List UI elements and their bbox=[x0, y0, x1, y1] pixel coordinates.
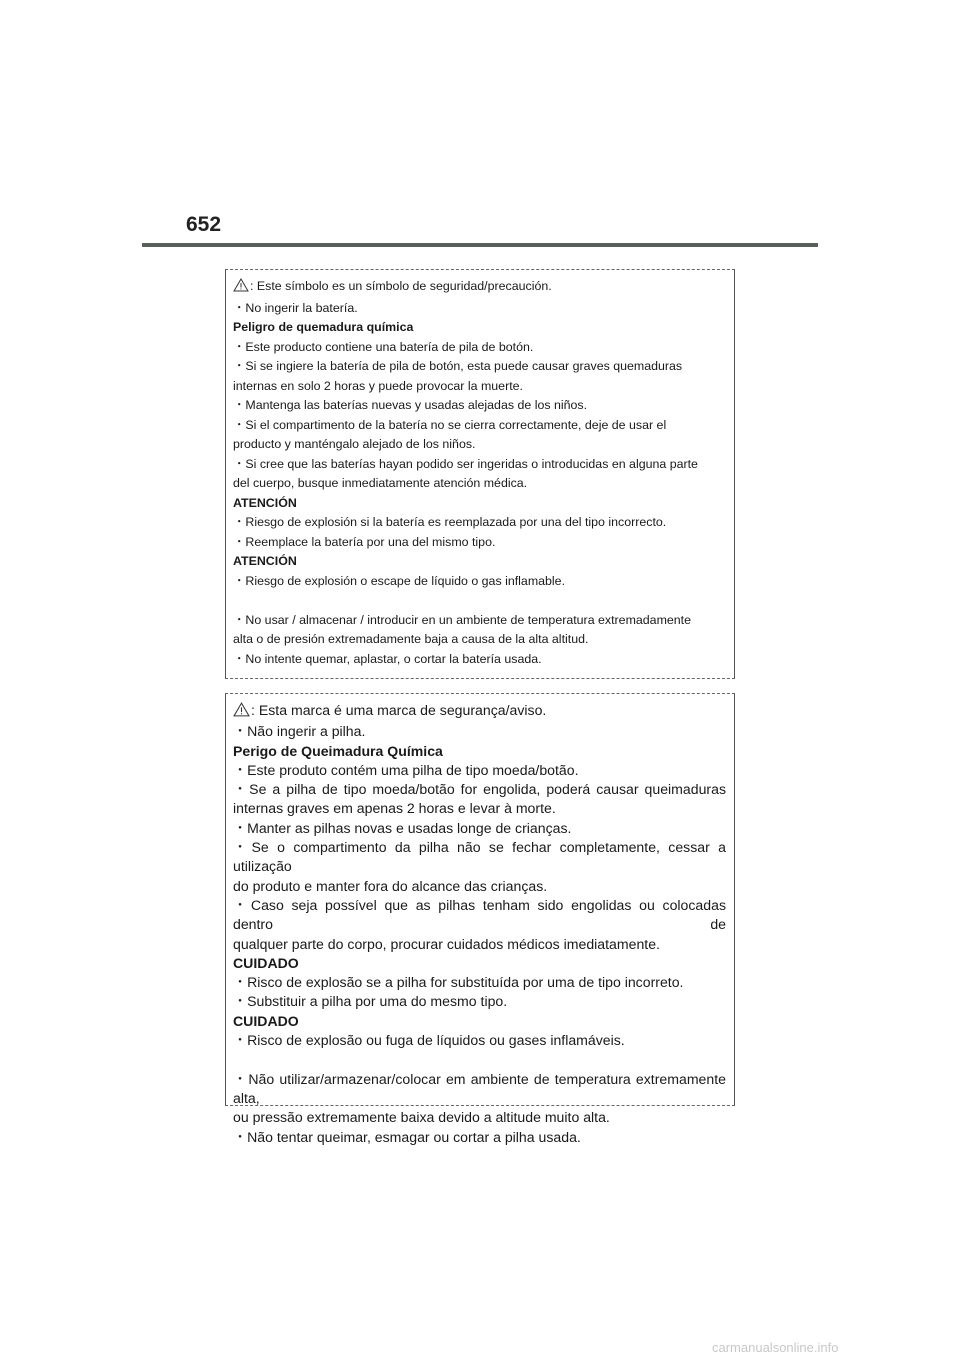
text-line: internas en solo 2 horas y puede provocar la muerte. bbox=[233, 378, 523, 393]
section-heading: Peligro de quemadura química bbox=[233, 320, 414, 334]
text-line: ・Caso seja possível que as pilhas tenham sido engolidas ou colocadas dentro de bbox=[233, 896, 726, 933]
text-line: ・Si cree que las baterías hayan podido ser ingeridas o introducidas en alguna parte bbox=[233, 456, 698, 471]
text-line: ・Não tentar queimar, esmagar ou cortar a pilha usada. bbox=[233, 1128, 581, 1145]
text-line: do produto e manter fora do alcance das crianças. bbox=[233, 877, 548, 894]
text-line: ・Este producto contiene una batería de pila de botón. bbox=[233, 339, 534, 354]
text-line: ・Si se ingiere la batería de pila de botón, esta puede causar graves quemaduras bbox=[233, 359, 683, 373]
text-line: ・Riesgo de explosión o escape de líquido o gas inflamable. bbox=[233, 573, 566, 588]
text-line: ・No usar / almacenar / introducir en un ambiente de temperatura extremadamente bbox=[233, 612, 691, 627]
blank-line bbox=[233, 1050, 726, 1069]
text-line: ・Risco de explosão se a pilha for substituída por uma de tipo incorreto. bbox=[233, 974, 684, 991]
symbol-note-text: : Esta marca é uma marca de segurança/aviso. bbox=[251, 702, 547, 718]
section-heading: ATENCIÓN bbox=[233, 495, 297, 510]
text-line: ・Substituir a pilha por uma do mesmo tipo. bbox=[233, 993, 508, 1010]
text-line: del cuerpo, busque inmediatamente atención médica. bbox=[233, 476, 528, 490]
symbol-note-line bbox=[233, 701, 726, 722]
text-line: ・Este produto contém uma pilha de tipo moeda/botão. bbox=[233, 761, 579, 778]
text-line: ・Si el compartimento de la batería no se cierra correctamente, deje de usar el bbox=[233, 417, 667, 432]
text-line: ・Manter as pilhas novas e usadas longe de crianças. bbox=[233, 819, 572, 836]
symbol-note-text: : Este símbolo es un símbolo de seguridad/precaución. bbox=[250, 279, 552, 293]
section-heading: CUIDADO bbox=[233, 954, 299, 971]
section-heading: ATENCIÓN bbox=[233, 554, 297, 568]
text-line: ・No ingerir la batería. bbox=[233, 300, 358, 315]
warning-box-portuguese bbox=[225, 693, 735, 1145]
header-rule bbox=[142, 243, 818, 247]
text-line: ・Risco de explosão ou fuga de líquidos ou gases inflamáveis. bbox=[233, 1032, 625, 1049]
warning-triangle-icon bbox=[233, 702, 250, 722]
text-line: ・Se o compartimento da pilha não se fechar completamente, cessar a utilização bbox=[233, 839, 726, 875]
section-heading: CUIDADO bbox=[233, 1012, 299, 1029]
symbol-note-line bbox=[233, 277, 726, 299]
text-line: ・Se a pilha de tipo moeda/botão for engolida, poderá causar queimaduras bbox=[233, 781, 726, 798]
text-line: producto y manténgalo alejado de los niños. bbox=[233, 437, 476, 451]
text-line: ・Não utilizar/armazenar/colocar em ambiente de temperatura extremamente alta, bbox=[233, 1070, 726, 1106]
text-line: ・Não ingerir a pilha. bbox=[233, 723, 366, 740]
text-line: ・Mantenga las baterías nuevas y usadas alejadas de los niños. bbox=[233, 398, 588, 412]
warning-triangle-icon bbox=[233, 278, 249, 299]
text-line: qualquer parte do corpo, procurar cuidados médicos imediatamente. bbox=[233, 935, 660, 952]
warning-box-spanish bbox=[225, 269, 735, 679]
text-line: internas graves em apenas 2 horas e levar à morte. bbox=[233, 800, 556, 817]
watermark: carmanualsonline.info bbox=[712, 1340, 839, 1355]
text-line: alta o de presión extremadamente baja a causa de la alta altitud. bbox=[233, 632, 589, 646]
text-line: ・Riesgo de explosión si la batería es reemplazada por una del tipo incorrecto. bbox=[233, 515, 667, 529]
text-line: ・Reemplace la batería por una del mismo tipo. bbox=[233, 534, 496, 549]
section-heading: Perigo de Queimadura Química bbox=[233, 742, 443, 759]
text-line: ・No intente quemar, aplastar, o cortar la batería usada. bbox=[233, 651, 542, 666]
text-line: ou pressão extremamente baixa devido a altitude muito alta. bbox=[233, 1109, 610, 1126]
blank-line bbox=[233, 591, 726, 611]
page-number: 652 bbox=[186, 213, 222, 236]
